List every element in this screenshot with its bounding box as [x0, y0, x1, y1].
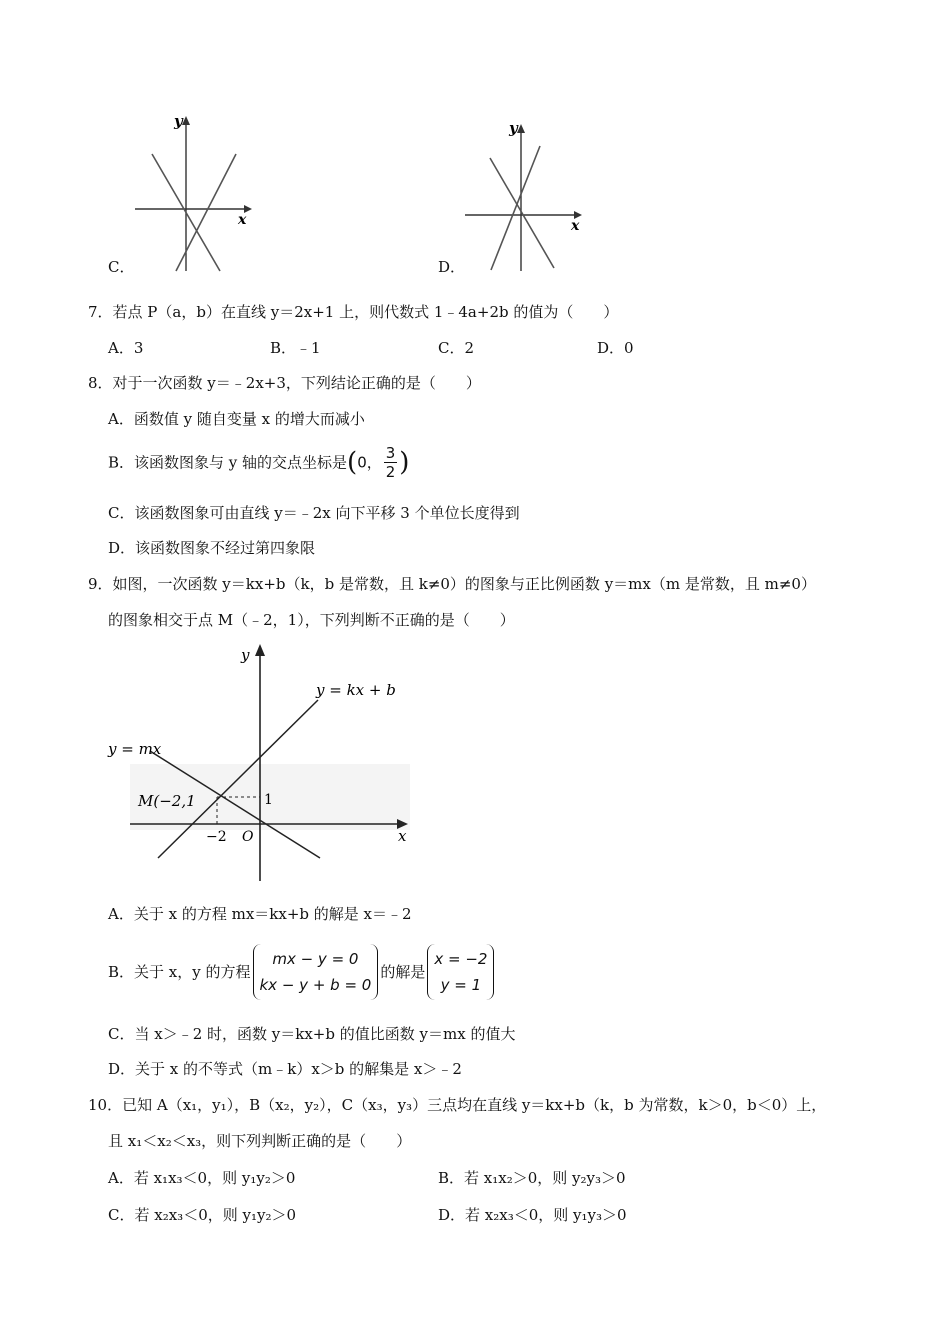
q8-point-x: 0， — [357, 453, 382, 472]
graph-c — [130, 108, 260, 276]
option-d-label: D． — [438, 258, 466, 276]
q9-neg2-label: −2 — [206, 829, 227, 845]
q10-stem-line1: 10．已知 A（x₁，y₁），B（x₂，y₂），C（x₃，y₃）三点均在直线 y＝kx+b（k，b 为常数，k＞0，b＜0）上， — [88, 1096, 827, 1114]
q9-origin-label: O — [242, 829, 254, 845]
system-equation-2: kx − y + b = 0 — [259, 976, 372, 994]
q9-option-a: A．关于 x 的方程 mx＝kx+b 的解是 x＝﹣2 — [108, 905, 412, 923]
graph-c-y-arrow — [182, 116, 190, 125]
graph-c-line-2 — [176, 154, 236, 271]
fraction-3-2 — [384, 444, 398, 481]
q10-option-d: D．若 x₂x₃＜0，则 y₁y₃＞0 — [438, 1206, 627, 1224]
graph-c-y-label: y — [174, 112, 183, 130]
q9-figure — [100, 636, 430, 886]
left-paren: ( — [347, 447, 358, 478]
q9-stem-line1: 9．如图，一次函数 y＝kx+b（k，b 是常数，且 k≠0）的图象与正比例函数 y＝mx（m 是常数，且 m≠0） — [88, 575, 816, 593]
fraction-denominator: 2 — [385, 463, 396, 481]
graph-d-line-2 — [491, 146, 540, 270]
solution-y: y = 1 — [440, 976, 482, 994]
q9-option-b-mid: 的解是 — [380, 963, 426, 981]
q10-option-c: C．若 x₂x₃＜0，则 y₁y₂＞0 — [108, 1206, 297, 1224]
solution-x: x = −2 — [434, 950, 488, 968]
q9-option-b — [108, 944, 494, 1004]
graph-d-x-label: x — [571, 218, 580, 234]
q8-stem: 8．对于一次函数 y＝﹣2x+3，下列结论正确的是（ ） — [88, 374, 481, 392]
q8-option-d: D．该函数图象不经过第四象限 — [108, 539, 316, 557]
q9-stem-line2: 的图象相交于点 M（﹣2，1），下列判断不正确的是（ ） — [108, 611, 515, 629]
figure-option-c — [130, 108, 260, 276]
q9-one-label: 1 — [264, 792, 273, 808]
q9-option-c: C．当 x＞﹣2 时，函数 y＝kx+b 的值比函数 y＝mx 的值大 — [108, 1025, 516, 1043]
q9-system-solution — [427, 944, 494, 1000]
q7-option-c: C．2 — [438, 339, 475, 357]
q8-option-b-text: B．该函数图象与 y 轴的交点坐标是 — [108, 453, 348, 472]
graph-d — [460, 116, 590, 276]
q8-option-b — [108, 444, 409, 488]
q9-mx-label: y = mx — [108, 740, 162, 758]
q8-option-c: C．该函数图象可由直线 y＝﹣2x 向下平移 3 个单位长度得到 — [108, 504, 520, 522]
q9-y-label: y — [241, 646, 250, 664]
q10-option-a: A．若 x₁x₃＜0，则 y₁y₂＞0 — [108, 1169, 296, 1187]
q9-x-label: x — [398, 827, 407, 845]
q9-option-d: D．关于 x 的不等式（m﹣k）x＞b 的解集是 x＞﹣2 — [108, 1060, 462, 1078]
q9-kxb-label: y = kx + b — [316, 681, 396, 699]
fraction-numerator: 3 — [385, 444, 396, 462]
right-paren: ) — [399, 447, 410, 478]
graph-d-y-arrow — [517, 124, 525, 133]
graph-c-x-label: x — [238, 212, 247, 228]
q7-option-b: B．﹣1 — [270, 339, 321, 357]
q8-option-a: A．函数值 y 随自变量 x 的增大而减小 — [108, 410, 365, 428]
q7-stem: 7．若点 P（a，b）在直线 y＝2x+1 上，则代数式 1﹣4a+2b 的值为（ ） — [88, 303, 619, 321]
q9-system-equations — [253, 944, 379, 1000]
q7-option-d: D．0 — [597, 339, 634, 357]
q9-M-label: M(−2,1 — [138, 792, 196, 810]
q9-y-arrow — [255, 644, 265, 656]
system-equation-1: mx − y = 0 — [272, 950, 359, 968]
q10-option-b: B．若 x₁x₂＞0，则 y₂y₃＞0 — [438, 1169, 626, 1187]
q7-option-a: A．3 — [108, 339, 144, 357]
figure-option-d — [460, 116, 590, 276]
q9-graph — [100, 636, 430, 886]
graph-d-line-1 — [490, 158, 554, 268]
q9-option-b-text: B．关于 x，y 的方程 — [108, 963, 251, 981]
graph-d-y-label: y — [509, 119, 518, 137]
option-c-label: C． — [108, 258, 135, 276]
q10-stem-line2: 且 x₁＜x₂＜x₃，则下列判断正确的是（ ） — [108, 1132, 412, 1150]
